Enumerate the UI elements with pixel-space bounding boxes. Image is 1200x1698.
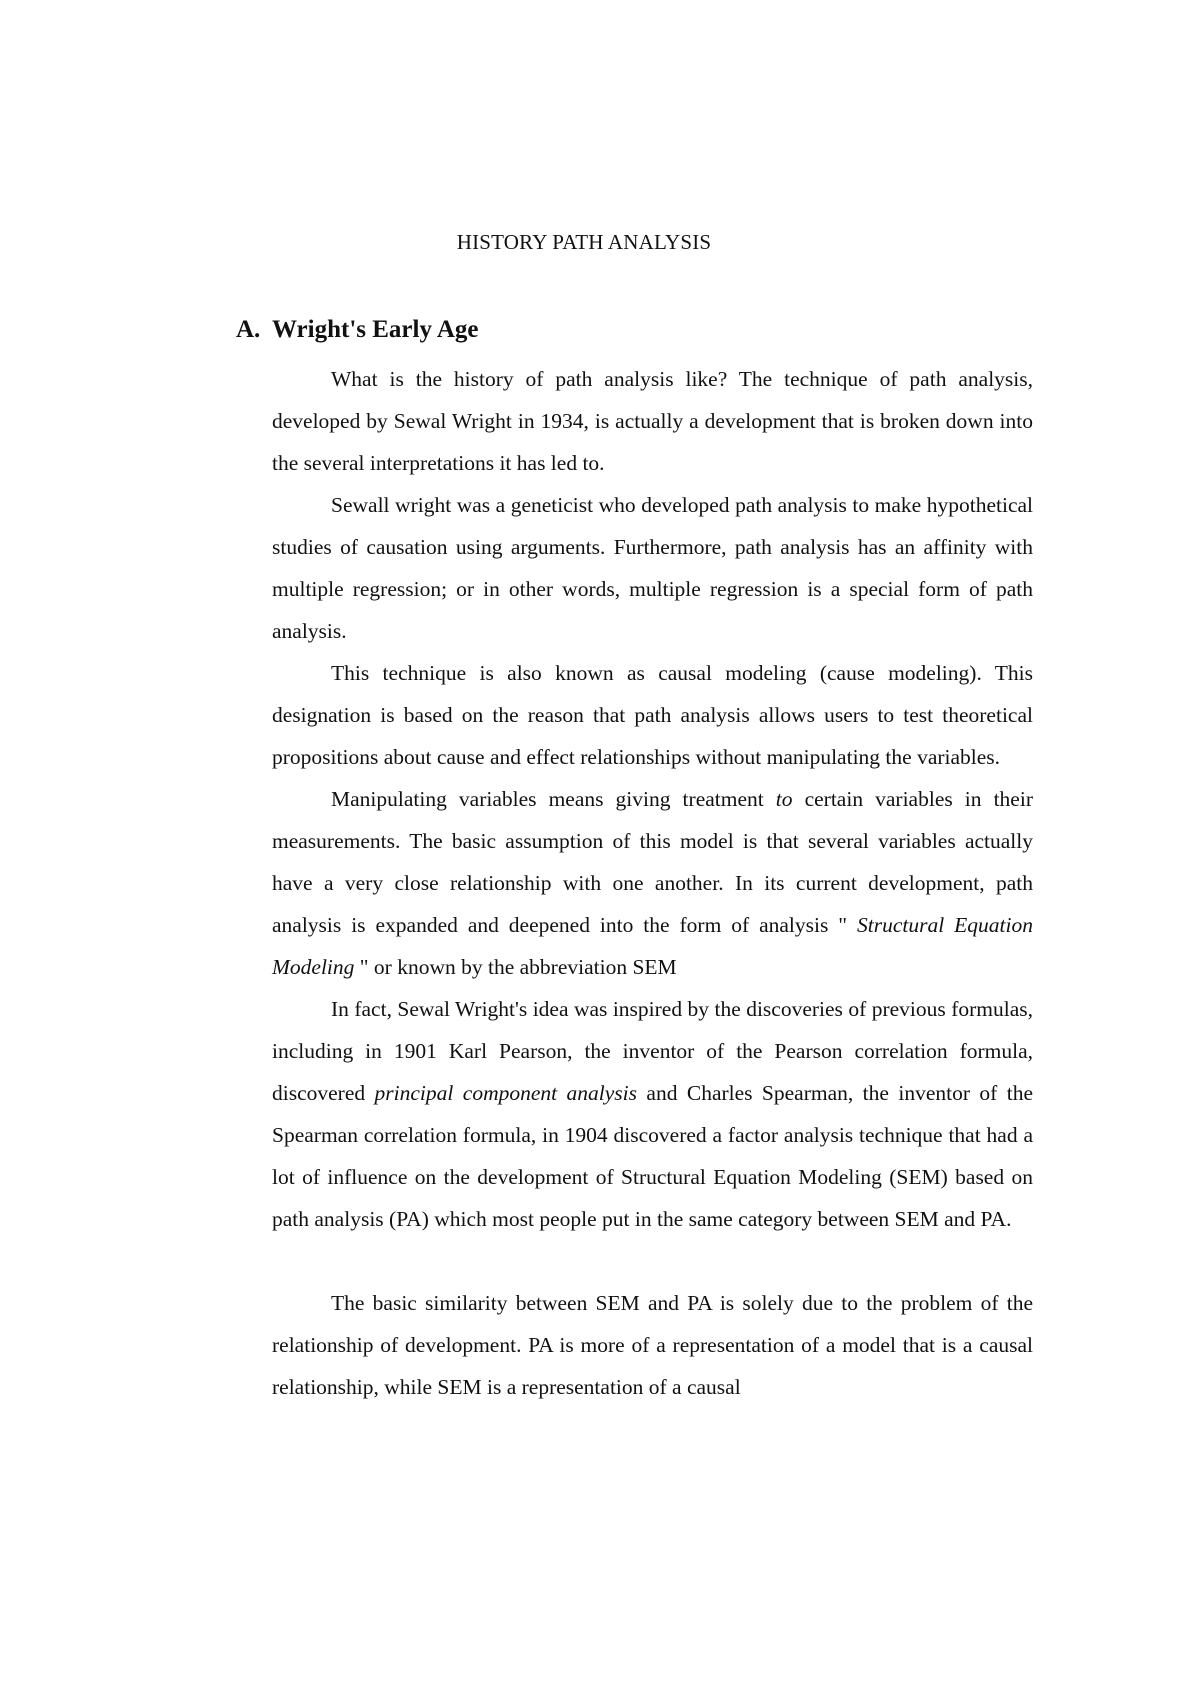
italic-term: Structural Equation Modeling [272,913,1034,979]
paragraph-text: " or known by the abbreviation SEM [354,955,677,979]
paragraph-text: Manipulating variables means giving treatment [331,787,776,811]
italic-term: principal component analysis [374,1081,637,1105]
paragraph: This technique is also known as causal modeling (cause modeling). This designation is based on the reason that path analysis allows users to test theoretical propositions about cause and effect relationships without manipulating the variables. [272,661,1033,769]
document-body [272,358,1033,1408]
section-heading [236,316,478,344]
section-title: Wright's Early Age [272,316,479,343]
paragraph-text: and Charles Spearman, the inventor of the Spearman correlation formula, in 1904 discovered a factor analysis technique that had a lot of influence on the development of Structural Equation Modeling (SEM) based on path analysis (PA) which most people put in the same category between SEM and PA. [272,1081,1033,1231]
paragraph [272,988,1033,1240]
section-number: A. [236,316,261,343]
paragraph: What is the history of path analysis like? The technique of path analysis, developed by Sewal Wright in 1934, is actually a development that is broken down into the several interpretations it has led to. [272,367,1033,475]
paragraph: The basic similarity between SEM and PA is solely due to the problem of the relationship of development. PA is more of a representation of a model that is a causal relationship, while SEM is a representation of a causal [272,1291,1033,1399]
paragraph-text: certain variables in their measurements. The basic assumption of this model is that several variables actually have a very close relationship with one another. In its current development, path analysis is expanded and deepened into the form of analysis " [272,787,1033,937]
paragraph-text: In fact, Sewal Wright's idea was inspired by the discoveries of previous formulas, including in 1901 Karl Pearson, the inventor of the Pearson correlation formula, discovered [272,997,1033,1105]
italic-term: to [775,787,793,811]
paragraph [272,778,1033,988]
paragraph: Sewall wright was a geneticist who developed path analysis to make hypothetical studies of causation using arguments. Furthermore, path analysis has an affinity with multiple regression; or in other words, multiple regression is a special form of path analysis. [272,493,1033,643]
document-title: HISTORY PATH ANALYSIS [456,230,712,254]
